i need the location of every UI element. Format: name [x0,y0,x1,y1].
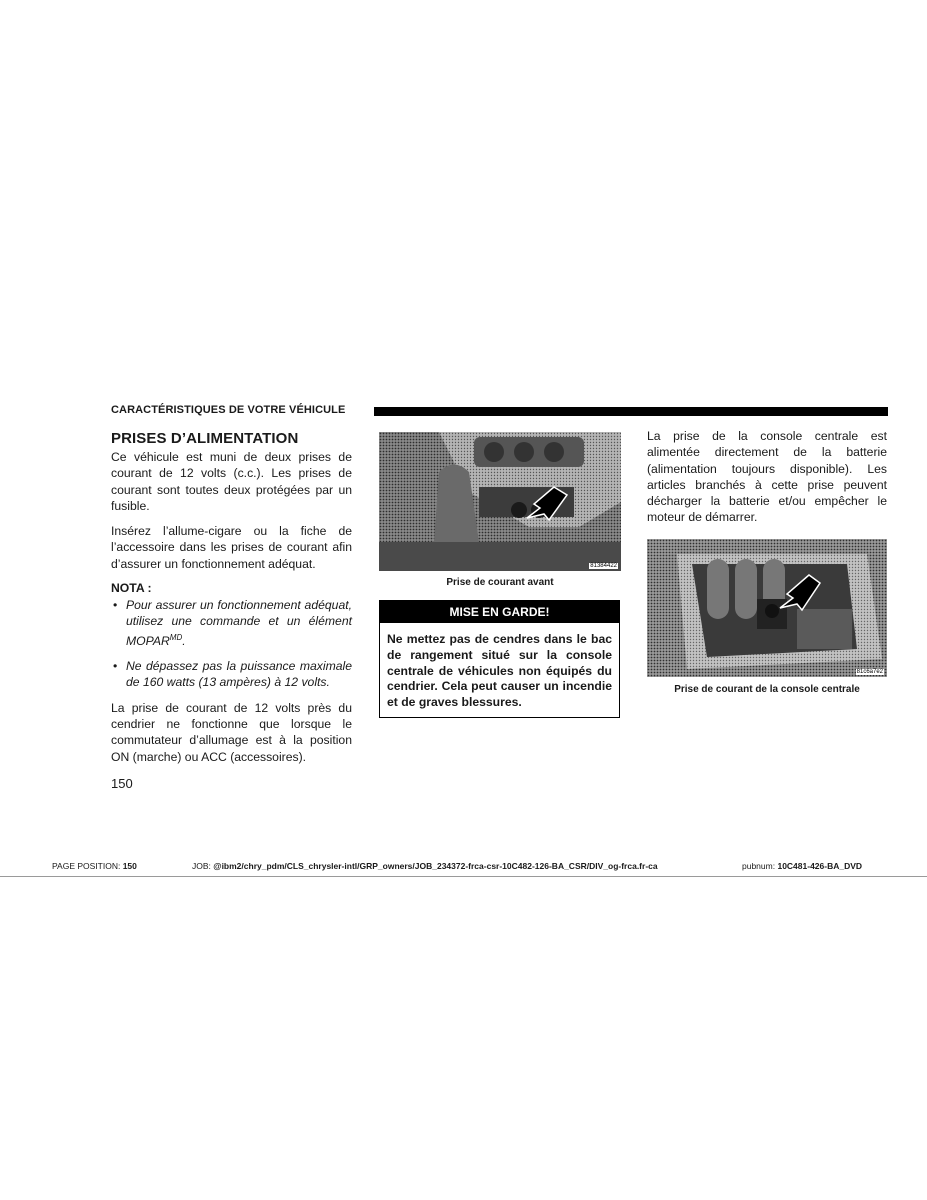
section-title: CARACTÉRISTIQUES DE VOTRE VÉHICULE [111,404,346,416]
footer-job-value: @ibm2/chry_pdm/CLS_chrysler-intl/GRP_owners/JOB_234372-frca-csr-10C482-126-BA_CSR/DIV_og-frca.fr-ca [213,861,658,871]
nota-bullet-1-end: . [182,633,186,648]
footer-pubnum [742,861,862,871]
front-photo-code: 81384422 [590,563,617,569]
console-outlet-illustration [647,539,887,677]
console-outlet-paragraph: La prise de la console centrale est alimentée directement de la batterie (alimentation toujours disponible). Les articles branchés à cette prise peuvent décharger la batterie et/ou empêcher le moteur de démarrer. [647,429,887,525]
right-column [647,428,887,535]
footer-pubnum-label: pubnum: [742,861,776,871]
page-number: 150 [111,776,133,791]
console-photo-code: 81c6a7e2 [856,669,883,675]
console-outlet-caption: Prise de courant de la console centrale [674,684,860,695]
nota-bullet-2-text: Ne dépassez pas la puissance maximale de 160 watts (13 ampères) à 12 volts. [126,659,352,690]
warning-title: MISE EN GARDE! [380,601,619,623]
console-outlet-photo [647,539,887,677]
insert-paragraph: Insérez l’allume-cigare ou la fiche de l’accessoire dans les prises de courant afin d’assurer un fonctionnement adéquat. [111,524,352,571]
footer-page-position-label: PAGE POSITION: [52,861,121,871]
front-outlet-caption: Prise de courant avant [446,577,554,588]
warning-text: Ne mettez pas de cendres dans le bac de rangement situé sur la console centrale de véhicules non équipés du cendrier. Cela peut causer un incendie et de graves blessures. [387,632,612,710]
bullet-dot: • [113,598,118,613]
front-outlet-illustration [379,432,621,571]
warning-box [379,600,620,718]
ignition-paragraph: La prise de courant de 12 volts près du cendrier ne fonctionne que lorsque le commutateur d’allumage est à la position ON (marche) ou ACC (accessoires). [111,700,352,764]
footer-page-position-value: 150 [122,861,137,871]
intro-paragraph: Ce véhicule est muni de deux prises de courant de 12 volts (c.c.). Les prises de courant sont toutes deux protégées par un fusible. [111,450,352,513]
bullet-dot: • [113,659,118,674]
footer-job-label: JOB: [192,861,211,871]
footer-job [192,861,658,871]
nota-bullet-1 [111,597,352,649]
section-header [111,404,889,418]
section-heading: PRISES D’ALIMENTATION [111,430,299,447]
print-footer [52,861,874,875]
nota-bullet-1-text: Pour assurer un fonctionnement adéquat, utilisez une commande et un élément MOPAR [126,598,352,648]
left-column [111,430,352,774]
front-outlet-photo [379,432,621,571]
nota-bullet-2 [111,658,352,691]
footer-divider [0,876,927,877]
nota-label: NOTA : [111,581,152,596]
footer-pubnum-value: 10C481-426-BA_DVD [777,861,863,871]
section-header-bar [374,407,888,416]
trademark-sup: MD [169,632,183,642]
footer-page-position [52,861,137,871]
